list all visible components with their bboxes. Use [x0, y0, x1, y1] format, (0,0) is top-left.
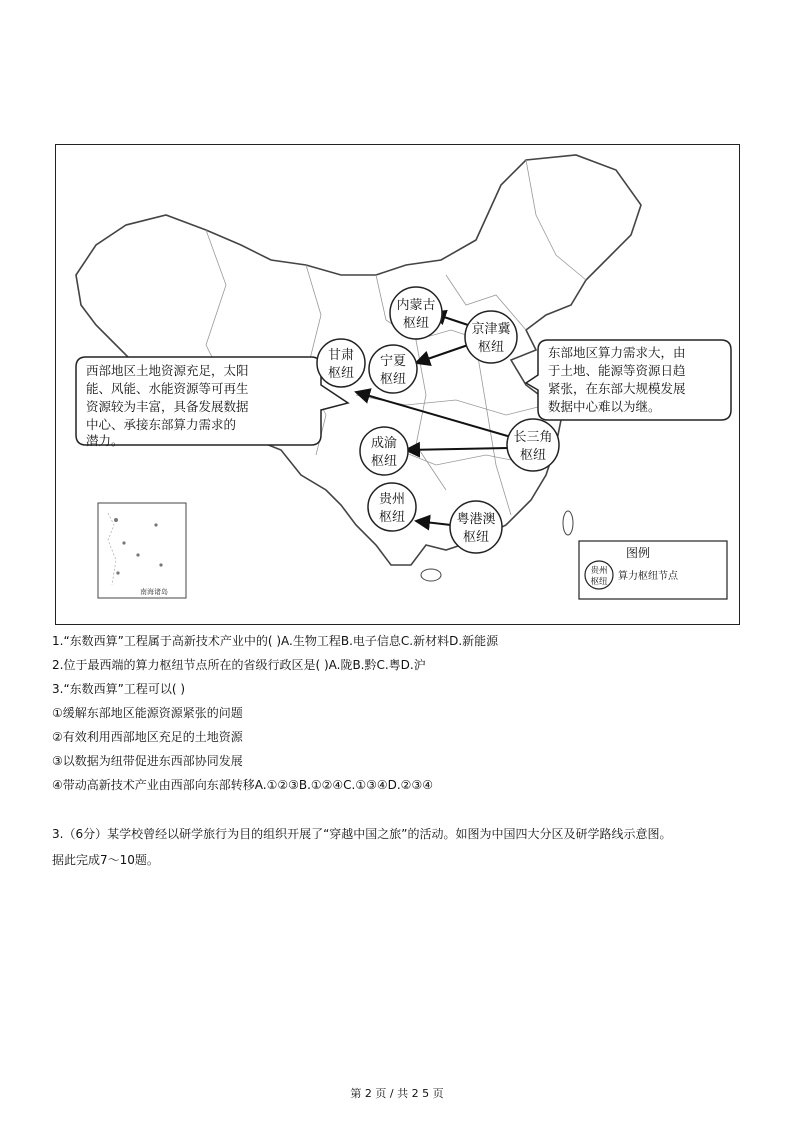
svg-text:内蒙古: 内蒙古: [396, 298, 436, 313]
svg-text:枢纽: 枢纽: [477, 340, 505, 355]
west-callout-line: 资源较为丰富，具备发展数据: [86, 399, 249, 414]
page-footer: 第 2 页 / 共 2 5 页: [350, 1087, 444, 1100]
option-1: ①缓解东部地区能源资源紧张的问题: [52, 706, 243, 720]
svg-text:枢纽: 枢纽: [370, 454, 398, 469]
hub-chengyu: [360, 427, 408, 475]
hub-changsanjiao: [507, 419, 559, 471]
svg-text:长三角: 长三角: [513, 430, 553, 445]
svg-text:粤港澳: 粤港澳: [456, 512, 496, 527]
hub-ningxia: [369, 345, 417, 393]
legend-title: 图例: [625, 546, 651, 560]
svg-text:枢纽: 枢纽: [402, 316, 430, 331]
svg-text:甘肃: 甘肃: [327, 348, 355, 363]
hub-yuegangao: [450, 501, 502, 553]
option-2: ②有效利用西部地区充足的土地资源: [52, 730, 243, 744]
svg-text:枢纽: 枢纽: [519, 448, 547, 463]
hub-guizhou: [368, 483, 416, 531]
next-question-line1: 3.（6分）某学校曾经以研学旅行为目的组织开展了“穿越中国之旅”的活动。如图为中国四大分区及研学路线示意图。: [52, 827, 672, 841]
svg-text:枢纽: 枢纽: [590, 577, 608, 587]
legend: [579, 541, 727, 599]
hub-jingjinji: [465, 311, 517, 363]
west-callout-line: 潜力。: [86, 433, 124, 448]
next-question-line2: 据此完成7～10题。: [52, 853, 159, 867]
svg-text:贵州: 贵州: [590, 566, 608, 576]
legend-text: 算力枢纽节点: [618, 571, 678, 582]
inset-label: 南海诸岛: [140, 588, 168, 596]
svg-text:枢纽: 枢纽: [378, 510, 406, 525]
west-callout-line: 中心、承接东部算力需求的: [86, 417, 237, 432]
west-callout-line: 能、风能、水能资源等可再生: [86, 381, 249, 396]
east-callout-line: 紧张，在东部大规模发展: [548, 381, 686, 396]
map-svg: [56, 145, 741, 626]
question-3: 3.“东数西算”工程可以( ): [52, 682, 186, 696]
svg-text:宁夏: 宁夏: [379, 354, 407, 369]
question-2: 2.位于最西端的算力枢纽节点所在的省级行政区是( )A.陇B.黔C.粤D.沪: [52, 658, 426, 672]
svg-text:枢纽: 枢纽: [327, 366, 355, 381]
east-callout-line: 于土地、能源等资源日趋: [548, 363, 686, 378]
hub-neimenggu: [390, 287, 442, 339]
svg-text:枢纽: 枢纽: [379, 372, 407, 387]
inset-box: [98, 503, 186, 598]
svg-text:枢纽: 枢纽: [462, 530, 490, 545]
svg-text:贵州: 贵州: [378, 492, 406, 507]
hub-gansu: [317, 339, 365, 387]
svg-text:京津冀: 京津冀: [471, 322, 511, 337]
option-4: ④带动高新技术产业由西部向东部转移A.①②③B.①②④C.①③④D.②③④: [52, 778, 433, 792]
china-hub-map: [55, 144, 740, 625]
svg-text:成渝: 成渝: [370, 436, 398, 451]
east-callout-line: 东部地区算力需求大，由: [548, 345, 686, 360]
option-3: ③以数据为纽带促进东西部协同发展: [52, 754, 243, 768]
question-1: 1.“东数西算”工程属于高新技术产业中的( )A.生物工程B.电子信息C.新材料D.新能源: [52, 634, 499, 648]
east-callout-line: 数据中心难以为继。: [548, 399, 661, 414]
west-callout-line: 西部地区土地资源充足，太阳: [86, 363, 249, 378]
